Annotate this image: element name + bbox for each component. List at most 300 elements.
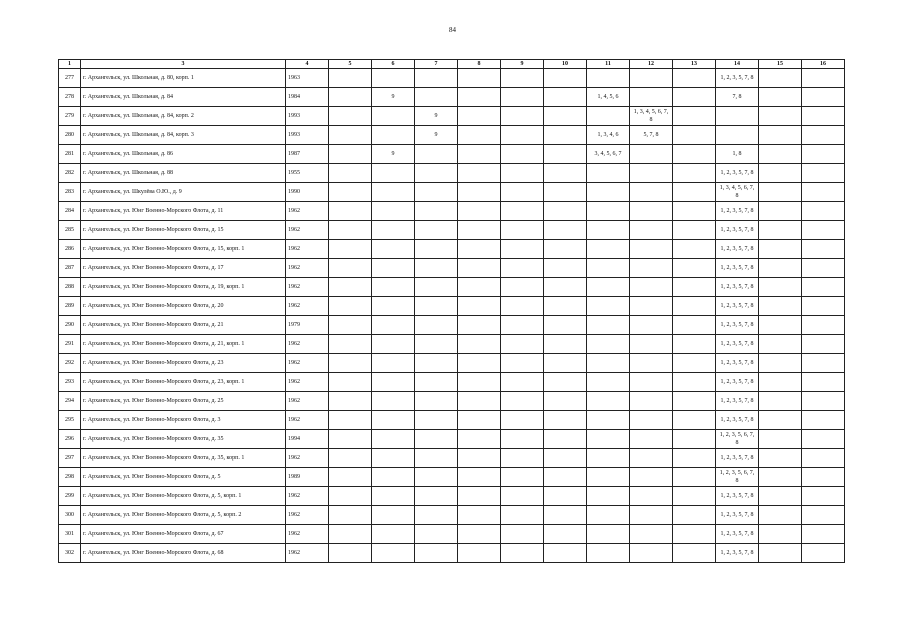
col-12-cell bbox=[630, 468, 673, 487]
col-8-cell bbox=[458, 430, 501, 449]
year-cell: 1962 bbox=[286, 202, 329, 221]
col-12-cell bbox=[630, 430, 673, 449]
col-10-cell bbox=[544, 88, 587, 107]
year-cell: 1962 bbox=[286, 525, 329, 544]
year-cell: 1962 bbox=[286, 487, 329, 506]
col-8-cell bbox=[458, 69, 501, 88]
col-15-cell bbox=[759, 335, 802, 354]
table-row bbox=[59, 88, 845, 107]
col-10-cell bbox=[544, 487, 587, 506]
col-14-cell: 1, 2, 3, 5, 7, 8 bbox=[716, 525, 759, 544]
col-11-cell bbox=[587, 278, 630, 297]
col-12-cell bbox=[630, 240, 673, 259]
col-10-cell bbox=[544, 240, 587, 259]
col-13-cell bbox=[673, 126, 716, 145]
col-13-cell bbox=[673, 487, 716, 506]
row-number: 277 bbox=[59, 69, 81, 88]
year-cell: 1955 bbox=[286, 164, 329, 183]
col-8-cell bbox=[458, 411, 501, 430]
col-6-cell bbox=[372, 487, 415, 506]
address-cell: г. Архангельск, ул. Юнг Военно-Морского Флота, д. 23, корп. 1 bbox=[81, 373, 286, 392]
col-7-cell bbox=[415, 411, 458, 430]
table-row bbox=[59, 145, 845, 164]
col-14-cell: 1, 2, 3, 5, 7, 8 bbox=[716, 335, 759, 354]
col-5-cell bbox=[329, 88, 372, 107]
year-cell: 1962 bbox=[286, 449, 329, 468]
col-5-cell bbox=[329, 164, 372, 183]
col-7-cell bbox=[415, 69, 458, 88]
col-11-cell bbox=[587, 468, 630, 487]
table-row bbox=[59, 69, 845, 88]
col-7-cell bbox=[415, 487, 458, 506]
col-14-cell: 1, 2, 3, 5, 7, 8 bbox=[716, 278, 759, 297]
col-6-cell bbox=[372, 278, 415, 297]
col-10-cell bbox=[544, 525, 587, 544]
col-10-cell bbox=[544, 373, 587, 392]
col-9-cell bbox=[501, 430, 544, 449]
table-row bbox=[59, 183, 845, 202]
col-11-cell bbox=[587, 259, 630, 278]
col-12-cell bbox=[630, 183, 673, 202]
col-12-cell bbox=[630, 69, 673, 88]
col-7-cell bbox=[415, 392, 458, 411]
col-14-cell: 1, 2, 3, 5, 7, 8 bbox=[716, 544, 759, 563]
col-15-cell bbox=[759, 69, 802, 88]
col-8-cell bbox=[458, 126, 501, 145]
col-9-cell bbox=[501, 107, 544, 126]
col-10-cell bbox=[544, 335, 587, 354]
col-11-cell bbox=[587, 316, 630, 335]
year-cell: 1993 bbox=[286, 107, 329, 126]
col-16-cell bbox=[802, 126, 845, 145]
col-12-cell bbox=[630, 487, 673, 506]
table-row bbox=[59, 449, 845, 468]
col-9-cell bbox=[501, 278, 544, 297]
col-13-cell bbox=[673, 88, 716, 107]
col-11-cell bbox=[587, 69, 630, 88]
col-14-cell: 1, 2, 3, 5, 6, 7, 8 bbox=[716, 468, 759, 487]
col-8-cell bbox=[458, 335, 501, 354]
col-15-cell bbox=[759, 183, 802, 202]
col-9-cell bbox=[501, 506, 544, 525]
col-7-cell: 9 bbox=[415, 107, 458, 126]
table-row bbox=[59, 468, 845, 487]
col-12-cell: 1, 3, 4, 5, 6, 7, 8 bbox=[630, 107, 673, 126]
address-cell: г. Архангельск, ул. Юнг Военно-Морского Флота, д. 68 bbox=[81, 544, 286, 563]
col-8-cell bbox=[458, 487, 501, 506]
col-10-cell bbox=[544, 221, 587, 240]
col-9-cell bbox=[501, 69, 544, 88]
col-16-cell bbox=[802, 278, 845, 297]
col-10-cell bbox=[544, 544, 587, 563]
col-9-cell bbox=[501, 297, 544, 316]
col-8-cell bbox=[458, 88, 501, 107]
year-cell: 1962 bbox=[286, 544, 329, 563]
col-11-cell bbox=[587, 183, 630, 202]
col-6-cell bbox=[372, 544, 415, 563]
col-6-cell bbox=[372, 107, 415, 126]
col-13-cell bbox=[673, 506, 716, 525]
table-row bbox=[59, 278, 845, 297]
col-16-cell bbox=[802, 525, 845, 544]
col-5-cell bbox=[329, 487, 372, 506]
col-16-cell bbox=[802, 69, 845, 88]
col-15-cell bbox=[759, 487, 802, 506]
col-13-cell bbox=[673, 316, 716, 335]
col-8-cell bbox=[458, 525, 501, 544]
col-7-cell bbox=[415, 145, 458, 164]
year-cell: 1990 bbox=[286, 183, 329, 202]
col-15-cell bbox=[759, 316, 802, 335]
col-16-cell bbox=[802, 164, 845, 183]
col-10-cell bbox=[544, 145, 587, 164]
col-14-cell: 1, 3, 4, 5, 6, 7, 8 bbox=[716, 183, 759, 202]
col-11-cell bbox=[587, 202, 630, 221]
col-14-cell bbox=[716, 107, 759, 126]
col-12-cell bbox=[630, 354, 673, 373]
register-table bbox=[58, 59, 845, 563]
col-10-cell bbox=[544, 202, 587, 221]
table-row bbox=[59, 297, 845, 316]
col-5-cell bbox=[329, 544, 372, 563]
address-cell: г. Архангельск, ул. Юнг Военно-Морского Флота, д. 21, корп. 1 bbox=[81, 335, 286, 354]
col-7-cell bbox=[415, 468, 458, 487]
year-cell: 1993 bbox=[286, 126, 329, 145]
address-cell: г. Архангельск, ул. Школьная, д. 86 bbox=[81, 145, 286, 164]
col-7-cell bbox=[415, 373, 458, 392]
table-row bbox=[59, 335, 845, 354]
column-header: 14 bbox=[716, 60, 759, 69]
col-15-cell bbox=[759, 449, 802, 468]
column-header: 10 bbox=[544, 60, 587, 69]
col-14-cell: 1, 2, 3, 5, 7, 8 bbox=[716, 221, 759, 240]
col-13-cell bbox=[673, 240, 716, 259]
col-8-cell bbox=[458, 107, 501, 126]
col-16-cell bbox=[802, 221, 845, 240]
row-number: 284 bbox=[59, 202, 81, 221]
col-6-cell bbox=[372, 164, 415, 183]
col-11-cell: 1, 3, 4, 6 bbox=[587, 126, 630, 145]
year-cell: 1963 bbox=[286, 69, 329, 88]
col-15-cell bbox=[759, 240, 802, 259]
col-11-cell bbox=[587, 449, 630, 468]
year-cell: 1962 bbox=[286, 373, 329, 392]
col-7-cell bbox=[415, 297, 458, 316]
col-13-cell bbox=[673, 449, 716, 468]
col-9-cell bbox=[501, 240, 544, 259]
col-8-cell bbox=[458, 544, 501, 563]
col-15-cell bbox=[759, 297, 802, 316]
row-number: 282 bbox=[59, 164, 81, 183]
col-13-cell bbox=[673, 183, 716, 202]
table-body bbox=[59, 69, 845, 563]
col-5-cell bbox=[329, 354, 372, 373]
table-row bbox=[59, 392, 845, 411]
col-14-cell: 1, 2, 3, 5, 7, 8 bbox=[716, 202, 759, 221]
col-6-cell bbox=[372, 202, 415, 221]
column-header: 6 bbox=[372, 60, 415, 69]
col-6-cell bbox=[372, 183, 415, 202]
col-13-cell bbox=[673, 373, 716, 392]
col-9-cell bbox=[501, 373, 544, 392]
col-10-cell bbox=[544, 506, 587, 525]
col-7-cell bbox=[415, 259, 458, 278]
col-13-cell bbox=[673, 297, 716, 316]
col-11-cell bbox=[587, 164, 630, 183]
col-9-cell bbox=[501, 88, 544, 107]
row-number: 300 bbox=[59, 506, 81, 525]
col-5-cell bbox=[329, 316, 372, 335]
address-cell: г. Архангельск, ул. Юнг Военно-Морского Флота, д. 35 bbox=[81, 430, 286, 449]
col-5-cell bbox=[329, 373, 372, 392]
col-10-cell bbox=[544, 430, 587, 449]
col-16-cell bbox=[802, 373, 845, 392]
col-16-cell bbox=[802, 468, 845, 487]
table-row bbox=[59, 316, 845, 335]
col-12-cell bbox=[630, 335, 673, 354]
col-14-cell: 1, 2, 3, 5, 7, 8 bbox=[716, 373, 759, 392]
table-row bbox=[59, 487, 845, 506]
col-16-cell bbox=[802, 544, 845, 563]
address-cell: г. Архангельск, ул. Школьная, д. 80, корп. 1 bbox=[81, 69, 286, 88]
column-header: 16 bbox=[802, 60, 845, 69]
row-number: 290 bbox=[59, 316, 81, 335]
col-7-cell bbox=[415, 183, 458, 202]
col-14-cell: 1, 2, 3, 5, 7, 8 bbox=[716, 259, 759, 278]
col-7-cell bbox=[415, 335, 458, 354]
col-14-cell: 1, 2, 3, 5, 7, 8 bbox=[716, 449, 759, 468]
col-14-cell: 1, 2, 3, 5, 7, 8 bbox=[716, 69, 759, 88]
col-10-cell bbox=[544, 164, 587, 183]
year-cell: 1989 bbox=[286, 468, 329, 487]
col-7-cell bbox=[415, 164, 458, 183]
col-7-cell bbox=[415, 221, 458, 240]
address-cell: г. Архангельск, ул. Юнг Военно-Морского Флота, д. 3 bbox=[81, 411, 286, 430]
col-11-cell: 3, 4, 5, 6, 7 bbox=[587, 145, 630, 164]
table-row bbox=[59, 240, 845, 259]
col-14-cell: 1, 2, 3, 5, 7, 8 bbox=[716, 297, 759, 316]
col-11-cell bbox=[587, 240, 630, 259]
column-header: 13 bbox=[673, 60, 716, 69]
col-10-cell bbox=[544, 126, 587, 145]
column-header: 11 bbox=[587, 60, 630, 69]
col-7-cell bbox=[415, 525, 458, 544]
header-row bbox=[59, 60, 845, 69]
column-header: 8 bbox=[458, 60, 501, 69]
col-5-cell bbox=[329, 506, 372, 525]
col-14-cell: 1, 2, 3, 5, 7, 8 bbox=[716, 316, 759, 335]
col-9-cell bbox=[501, 468, 544, 487]
year-cell: 1962 bbox=[286, 506, 329, 525]
col-9-cell bbox=[501, 525, 544, 544]
address-cell: г. Архангельск, ул. Юнг Военно-Морского Флота, д. 20 bbox=[81, 297, 286, 316]
year-cell: 1984 bbox=[286, 88, 329, 107]
col-7-cell: 9 bbox=[415, 126, 458, 145]
year-cell: 1962 bbox=[286, 278, 329, 297]
col-12-cell bbox=[630, 392, 673, 411]
table-row bbox=[59, 126, 845, 145]
col-13-cell bbox=[673, 145, 716, 164]
col-6-cell bbox=[372, 335, 415, 354]
col-11-cell bbox=[587, 487, 630, 506]
col-9-cell bbox=[501, 411, 544, 430]
col-15-cell bbox=[759, 88, 802, 107]
col-7-cell bbox=[415, 278, 458, 297]
col-11-cell bbox=[587, 392, 630, 411]
col-9-cell bbox=[501, 449, 544, 468]
col-9-cell bbox=[501, 487, 544, 506]
col-15-cell bbox=[759, 525, 802, 544]
col-12-cell bbox=[630, 411, 673, 430]
year-cell: 1962 bbox=[286, 240, 329, 259]
row-number: 286 bbox=[59, 240, 81, 259]
col-12-cell bbox=[630, 164, 673, 183]
col-6-cell bbox=[372, 430, 415, 449]
table-row bbox=[59, 411, 845, 430]
col-6-cell bbox=[372, 525, 415, 544]
col-8-cell bbox=[458, 449, 501, 468]
table-row bbox=[59, 107, 845, 126]
col-9-cell bbox=[501, 164, 544, 183]
year-cell: 1962 bbox=[286, 354, 329, 373]
col-6-cell: 9 bbox=[372, 145, 415, 164]
col-16-cell bbox=[802, 259, 845, 278]
col-10-cell bbox=[544, 297, 587, 316]
col-6-cell bbox=[372, 449, 415, 468]
col-14-cell: 1, 2, 3, 5, 7, 8 bbox=[716, 506, 759, 525]
col-11-cell bbox=[587, 354, 630, 373]
col-10-cell bbox=[544, 183, 587, 202]
column-header: 1 bbox=[59, 60, 81, 69]
col-10-cell bbox=[544, 411, 587, 430]
col-16-cell bbox=[802, 183, 845, 202]
row-number: 302 bbox=[59, 544, 81, 563]
col-13-cell bbox=[673, 278, 716, 297]
col-12-cell bbox=[630, 506, 673, 525]
row-number: 299 bbox=[59, 487, 81, 506]
row-number: 301 bbox=[59, 525, 81, 544]
year-cell: 1994 bbox=[286, 430, 329, 449]
col-5-cell bbox=[329, 126, 372, 145]
row-number: 288 bbox=[59, 278, 81, 297]
table-row bbox=[59, 259, 845, 278]
col-14-cell: 1, 2, 3, 5, 7, 8 bbox=[716, 240, 759, 259]
col-8-cell bbox=[458, 354, 501, 373]
col-5-cell bbox=[329, 183, 372, 202]
col-13-cell bbox=[673, 335, 716, 354]
col-16-cell bbox=[802, 145, 845, 164]
col-10-cell bbox=[544, 259, 587, 278]
col-14-cell: 1, 2, 3, 5, 7, 8 bbox=[716, 487, 759, 506]
col-10-cell bbox=[544, 316, 587, 335]
address-cell: г. Архангельск, ул. Юнг Военно-Морского Флота, д. 19, корп. 1 bbox=[81, 278, 286, 297]
col-8-cell bbox=[458, 392, 501, 411]
col-16-cell bbox=[802, 316, 845, 335]
col-5-cell bbox=[329, 430, 372, 449]
row-number: 279 bbox=[59, 107, 81, 126]
col-13-cell bbox=[673, 411, 716, 430]
row-number: 287 bbox=[59, 259, 81, 278]
col-15-cell bbox=[759, 411, 802, 430]
col-14-cell: 1, 2, 3, 5, 7, 8 bbox=[716, 354, 759, 373]
col-8-cell bbox=[458, 240, 501, 259]
col-6-cell bbox=[372, 240, 415, 259]
col-6-cell bbox=[372, 354, 415, 373]
row-number: 281 bbox=[59, 145, 81, 164]
col-11-cell: 1, 4, 5, 6 bbox=[587, 88, 630, 107]
col-9-cell bbox=[501, 259, 544, 278]
col-5-cell bbox=[329, 335, 372, 354]
col-16-cell bbox=[802, 411, 845, 430]
col-5-cell bbox=[329, 202, 372, 221]
year-cell: 1962 bbox=[286, 392, 329, 411]
col-10-cell bbox=[544, 449, 587, 468]
col-9-cell bbox=[501, 354, 544, 373]
col-9-cell bbox=[501, 316, 544, 335]
address-cell: г. Архангельск, ул. Юнг Военно-Морского Флота, д. 15, корп. 1 bbox=[81, 240, 286, 259]
col-13-cell bbox=[673, 392, 716, 411]
col-5-cell bbox=[329, 411, 372, 430]
year-cell: 1962 bbox=[286, 259, 329, 278]
table-row bbox=[59, 544, 845, 563]
col-6-cell bbox=[372, 259, 415, 278]
col-16-cell bbox=[802, 202, 845, 221]
row-number: 297 bbox=[59, 449, 81, 468]
address-cell: г. Архангельск, ул. Юнг Военно-Морского Флота, д. 11 bbox=[81, 202, 286, 221]
col-10-cell bbox=[544, 69, 587, 88]
col-12-cell bbox=[630, 544, 673, 563]
address-cell: г. Архангельск, ул. Юнг Военно-Морского Флота, д. 15 bbox=[81, 221, 286, 240]
col-7-cell bbox=[415, 202, 458, 221]
col-13-cell bbox=[673, 259, 716, 278]
table-row bbox=[59, 373, 845, 392]
col-11-cell bbox=[587, 335, 630, 354]
col-10-cell bbox=[544, 107, 587, 126]
col-15-cell bbox=[759, 221, 802, 240]
column-header: 9 bbox=[501, 60, 544, 69]
row-number: 285 bbox=[59, 221, 81, 240]
table-row bbox=[59, 202, 845, 221]
col-8-cell bbox=[458, 202, 501, 221]
page-number: 84 bbox=[449, 26, 456, 34]
column-header: 5 bbox=[329, 60, 372, 69]
col-16-cell bbox=[802, 88, 845, 107]
col-8-cell bbox=[458, 164, 501, 183]
col-5-cell bbox=[329, 69, 372, 88]
col-15-cell bbox=[759, 506, 802, 525]
col-6-cell bbox=[372, 373, 415, 392]
col-6-cell bbox=[372, 297, 415, 316]
col-13-cell bbox=[673, 221, 716, 240]
address-cell: г. Архангельск, ул. Юнг Военно-Морского Флота, д. 21 bbox=[81, 316, 286, 335]
col-16-cell bbox=[802, 107, 845, 126]
col-14-cell: 1, 2, 3, 5, 7, 8 bbox=[716, 164, 759, 183]
col-14-cell: 1, 8 bbox=[716, 145, 759, 164]
col-13-cell bbox=[673, 430, 716, 449]
row-number: 294 bbox=[59, 392, 81, 411]
col-6-cell bbox=[372, 468, 415, 487]
address-cell: г. Архангельск, ул. Школьная, д. 88 bbox=[81, 164, 286, 183]
year-cell: 1962 bbox=[286, 335, 329, 354]
row-number: 298 bbox=[59, 468, 81, 487]
col-9-cell bbox=[501, 544, 544, 563]
row-number: 295 bbox=[59, 411, 81, 430]
col-9-cell bbox=[501, 221, 544, 240]
col-14-cell bbox=[716, 126, 759, 145]
year-cell: 1962 bbox=[286, 221, 329, 240]
col-8-cell bbox=[458, 468, 501, 487]
address-cell: г. Архангельск, ул. Шкулёва О.Ю., д. 9 bbox=[81, 183, 286, 202]
